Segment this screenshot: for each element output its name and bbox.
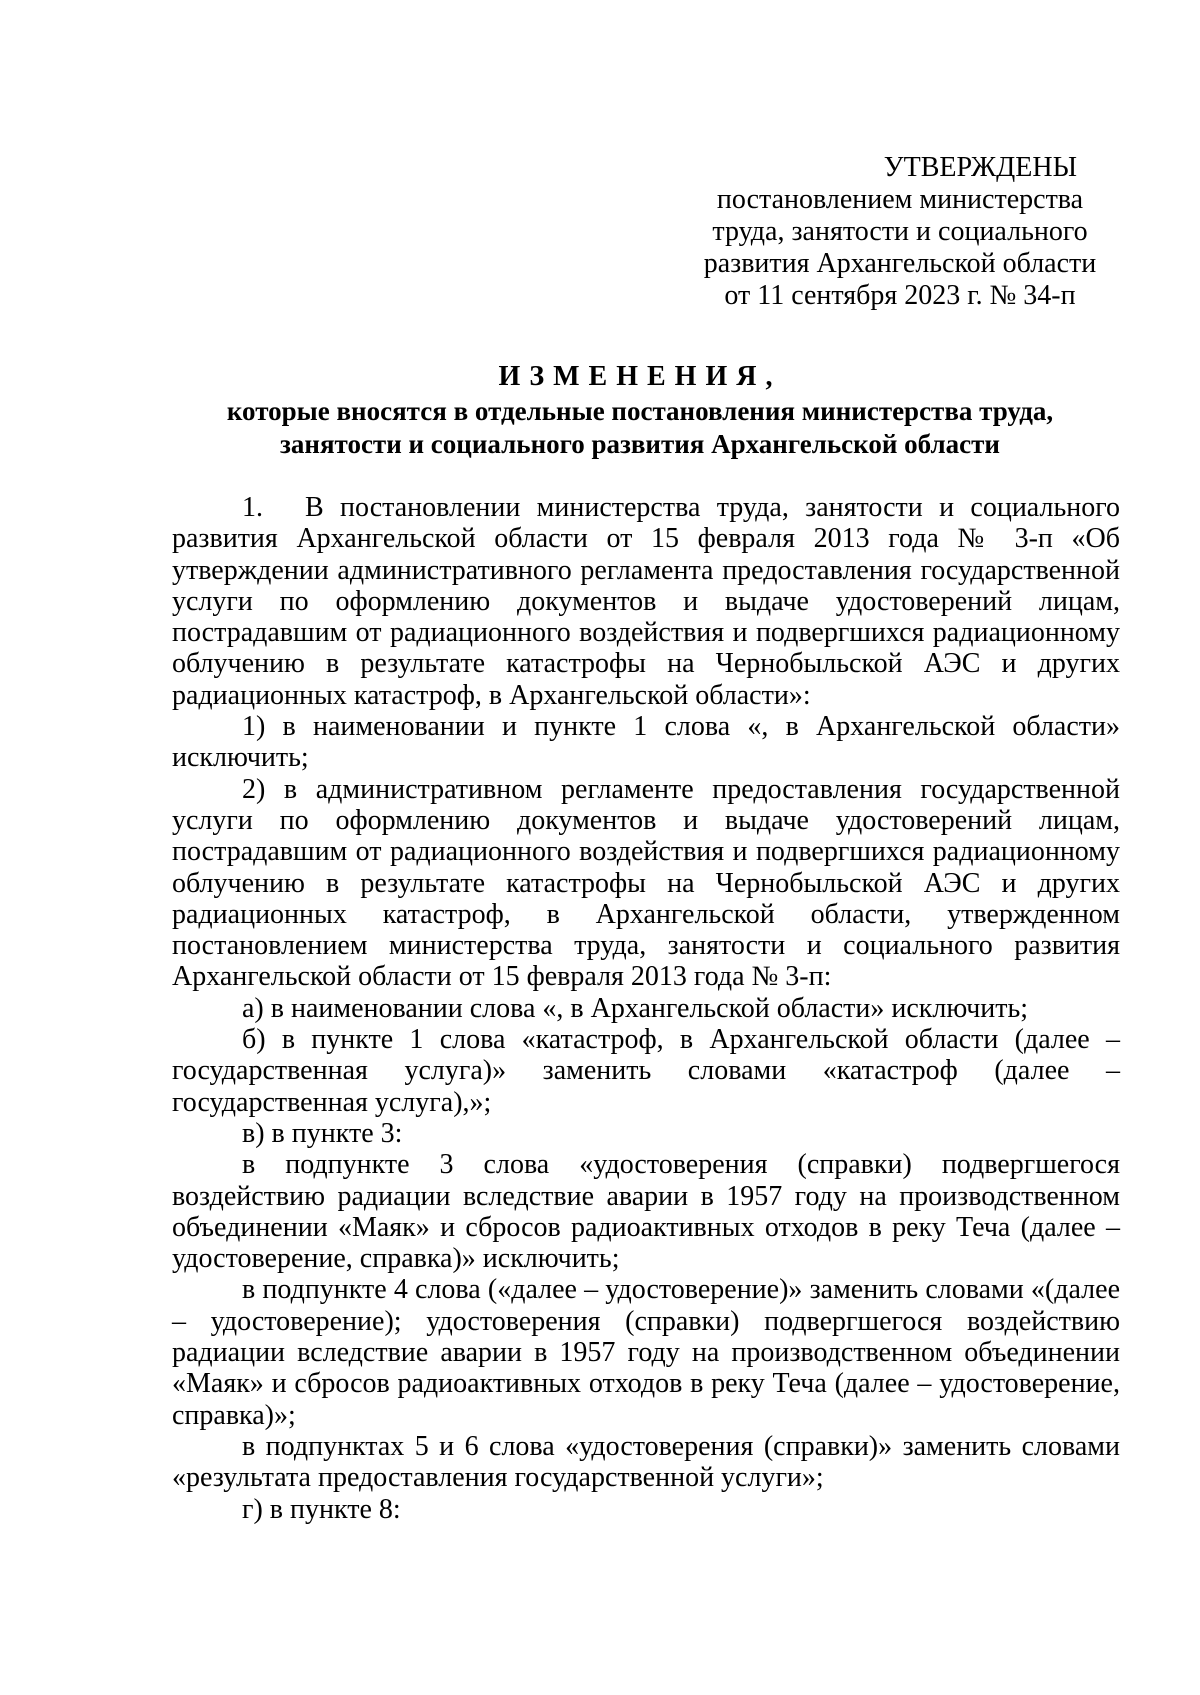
paragraph-number: 1.	[242, 492, 263, 523]
approval-date-line: от 11 сентября 2023 г. № 34-п	[724, 280, 1076, 311]
paragraph-text: В постановлении министерства труда, занятости и социального развития Архангельской области от 15 февраля 2013 года № 3-п «Об утверждении административного регламента предоставления государственной услуги по оформлению документов и выдаче удостоверений лицам, пострадавшим от радиационного воздействия и подвергшихся радиационному облучению в результате катастрофы на Чернобыльской АЭС и других радиационных катастроф, в Архангельской области»:	[172, 492, 1120, 711]
document-subtitle-line: занятости и социального развития Архангельской области	[280, 429, 1000, 459]
paragraph: в подпункте 3 слова «удостоверения (справки) подвергшегося воздействию радиации вследствие аварии в 1957 году на производственном объединении «Маяк» и сбросов радиоактивных отходов в реку Теча (далее – удостоверение, справка)» исключить;	[172, 1149, 1120, 1275]
approval-title: УТВЕРЖДЕНЫ	[883, 152, 1077, 183]
paragraph: в подпунктах 5 и 6 слова «удостоверения (справки)» заменить словами «результата предоставления государственной услуги»;	[172, 1430, 1120, 1494]
paragraph: в подпункте 4 слова («далее – удостоверение)» заменить словами «(далее – удостоверение); удостоверения (справки) подвергшегося воздействию радиации вследствие аварии в 1957 году на производственном объединении «Маяк» и сбросов радиоактивных отходов в реку Теча (далее – удостоверение, справка)»;	[172, 1274, 1120, 1431]
approval-line: развития Архангельской области	[703, 248, 1097, 279]
paragraph: 1) в наименовании и пункте 1 слова «, в Архангельской области» исключить;	[172, 711, 1120, 774]
paragraph-1	[172, 492, 1120, 711]
paragraph: а) в наименовании слова «, в Архангельской области» исключить;	[242, 992, 1029, 1024]
paragraph: 2) в административном регламенте предоставления государственной услуги по оформлению документов и выдаче удостоверений лицам, пострадавшим от радиационного воздействия и подвергшихся радиационному облучению в результате катастрофы на Чернобыльской АЭС и других радиационных катастроф, в Архангельской области, утвержденном постановлением министерства труда, занятости и социального развития Архангельской области от 15 февраля 2013 года № 3-п:	[172, 773, 1120, 993]
document-heading	[160, 360, 1120, 460]
paragraph: г) в пункте 8:	[242, 1493, 401, 1525]
paragraph: б) в пункте 1 слова «катастроф, в Архангельской области (далее – государственная услуга)» заменить словами «катастроф (далее – государственная услуга),»;	[172, 1024, 1120, 1118]
document-body	[172, 492, 1120, 1525]
approval-stamp	[690, 152, 1110, 312]
document-subtitle-line: которые вносятся в отдельные постановления министерства труда,	[226, 396, 1054, 426]
document-title: ИЗМЕНЕНИЯ,	[498, 361, 782, 392]
paragraph: в) в пункте 3:	[242, 1117, 403, 1149]
approval-line: труда, занятости и социального	[712, 216, 1088, 247]
approval-line: постановлением министерства	[716, 184, 1084, 215]
